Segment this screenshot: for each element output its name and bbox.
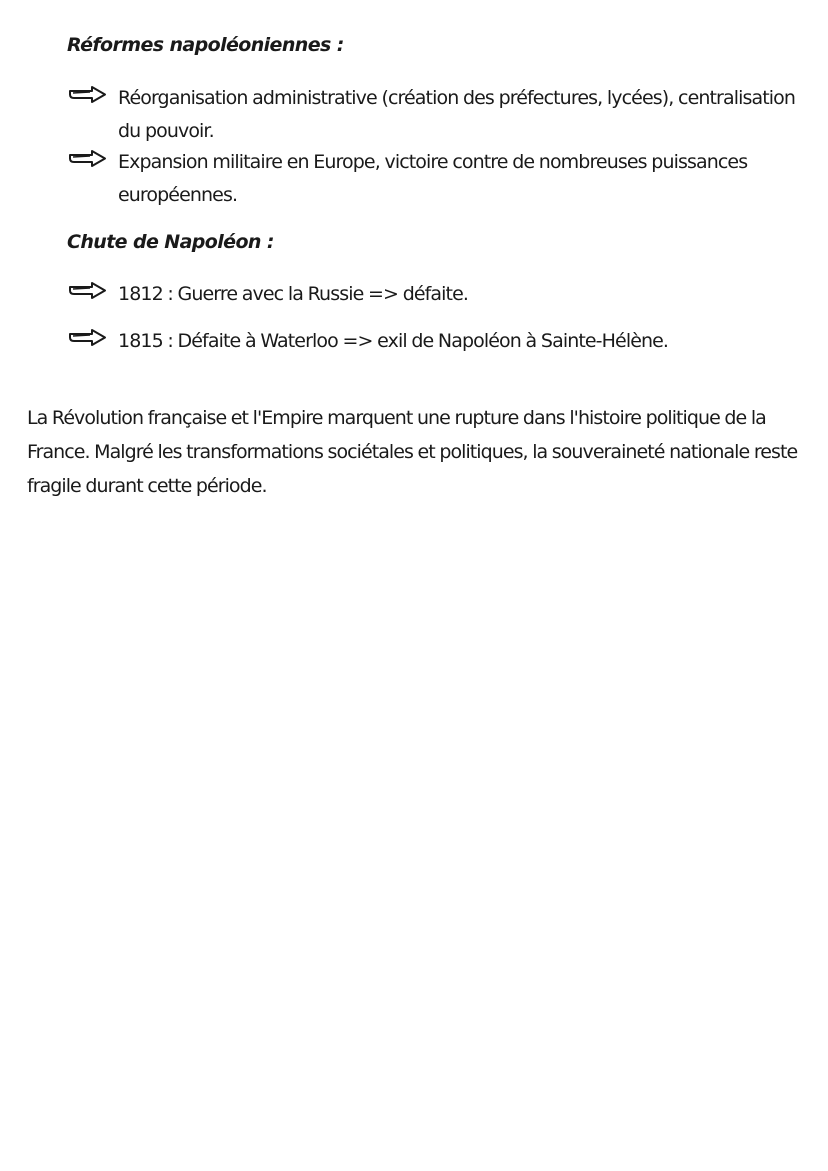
hand-arrow-icon [68,325,108,349]
hand-arrow-icon [68,146,108,170]
section-heading-chute: Chute de Napoléon : [67,231,274,253]
bullet-text: 1812 : Guerre avec la Russie => défaite. [118,283,469,305]
hand-arrow-icon [68,278,108,302]
bullet-text: 1815 : Défaite à Waterloo => exil de Napoléon à Sainte-Hélène. [118,330,669,352]
hand-arrow-icon [68,82,108,106]
section-heading-reformes: Réformes napoléoniennes : [67,34,344,56]
conclusion-paragraph: La Révolution française et l'Empire marquent une rupture dans l'histoire politique de la France. Malgré les transformations sociétales et politiques, la souveraineté nationale reste fragile durant cette période. [27,407,798,497]
bullet-text: Réorganisation administrative (création des préfectures, lycées), centralisation du pouvoir. [118,87,796,142]
bullet-text: Expansion militaire en Europe, victoire contre de nombreuses puissances européennes. [118,151,748,206]
